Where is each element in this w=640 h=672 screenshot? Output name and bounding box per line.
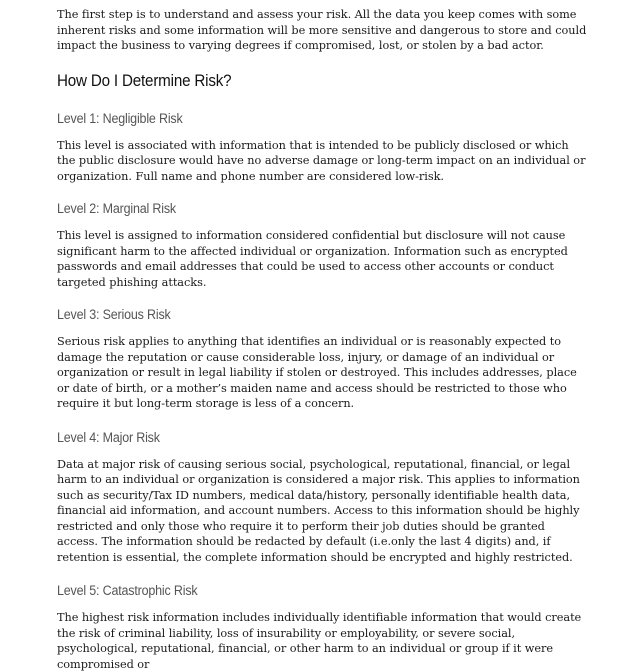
level-2-title: Level 2: Marginal Risk (57, 201, 176, 217)
risk-level-1 (57, 110, 589, 185)
level-1-text: This level is associated with information that is intended to be publicly disclosed or which the public disclosure would have no adverse damage or long-term impact on an individual or organization. Full name and phone number are considered low-risk. (57, 138, 586, 183)
level-3-title: Level 3: Serious Risk (57, 307, 171, 323)
level-5-title: Level 5: Catastrophic Risk (57, 583, 198, 599)
risk-level-3 (57, 306, 589, 412)
document-page (57, 7, 589, 672)
section-heading: How Do I Determine Risk? (57, 71, 232, 90)
level-4-title: Level 4: Major Risk (57, 429, 160, 446)
risk-level-5 (57, 582, 589, 672)
level-5-text: The highest risk information includes individually identifiable information that would create the risk of criminal liability, loss of insurability or employability, or severe social, psychological, reputational, financial, or other harm to an individual or group if it were compromised or (57, 611, 582, 671)
risk-level-2 (57, 200, 589, 290)
level-4-text: Data at major risk of causing serious social, psychological, reputational, financial, or legal harm to an individual or organization is considered a major risk. This applies to information such as security/Tax ID numbers, medical data/history, personally identifiable health data, financial aid information, and account numbers. Access to this information should be highly restricted and only those who require it to perform their job duties should be granted access. The information should be redacted by default (i.e.only the last 4 digits) and, if retention is essential, the complete information should be encrypted and highly restricted. (57, 457, 580, 564)
level-1-title: Level 1: Negligible Risk (57, 110, 183, 127)
level-3-text: Serious risk applies to anything that identifies an individual or is reasonably expected to damage the reputation or cause considerable loss, injury, or damage of an individual or organization or result in legal liability if stolen or destroyed. This includes addresses, place or date of birth, or a mother’s maiden name and access should be restricted to those who require it but long-term storage is less of a concern. (57, 335, 577, 410)
intro-paragraph: The first step is to understand and assess your risk. All the data you keep comes with some inherent risks and some information will be more sensitive and dangerous to store and could impact the business to varying degrees if compromised, lost, or stolen by a bad actor. (57, 8, 587, 52)
level-2-text: This level is assigned to information considered confidential but disclosure will not cause significant harm to the affected individual or organization. Information such as encrypted passwords and email addresses that could be used to access other accounts or conduct targeted phishing attacks. (57, 229, 568, 289)
risk-level-4 (57, 429, 589, 566)
